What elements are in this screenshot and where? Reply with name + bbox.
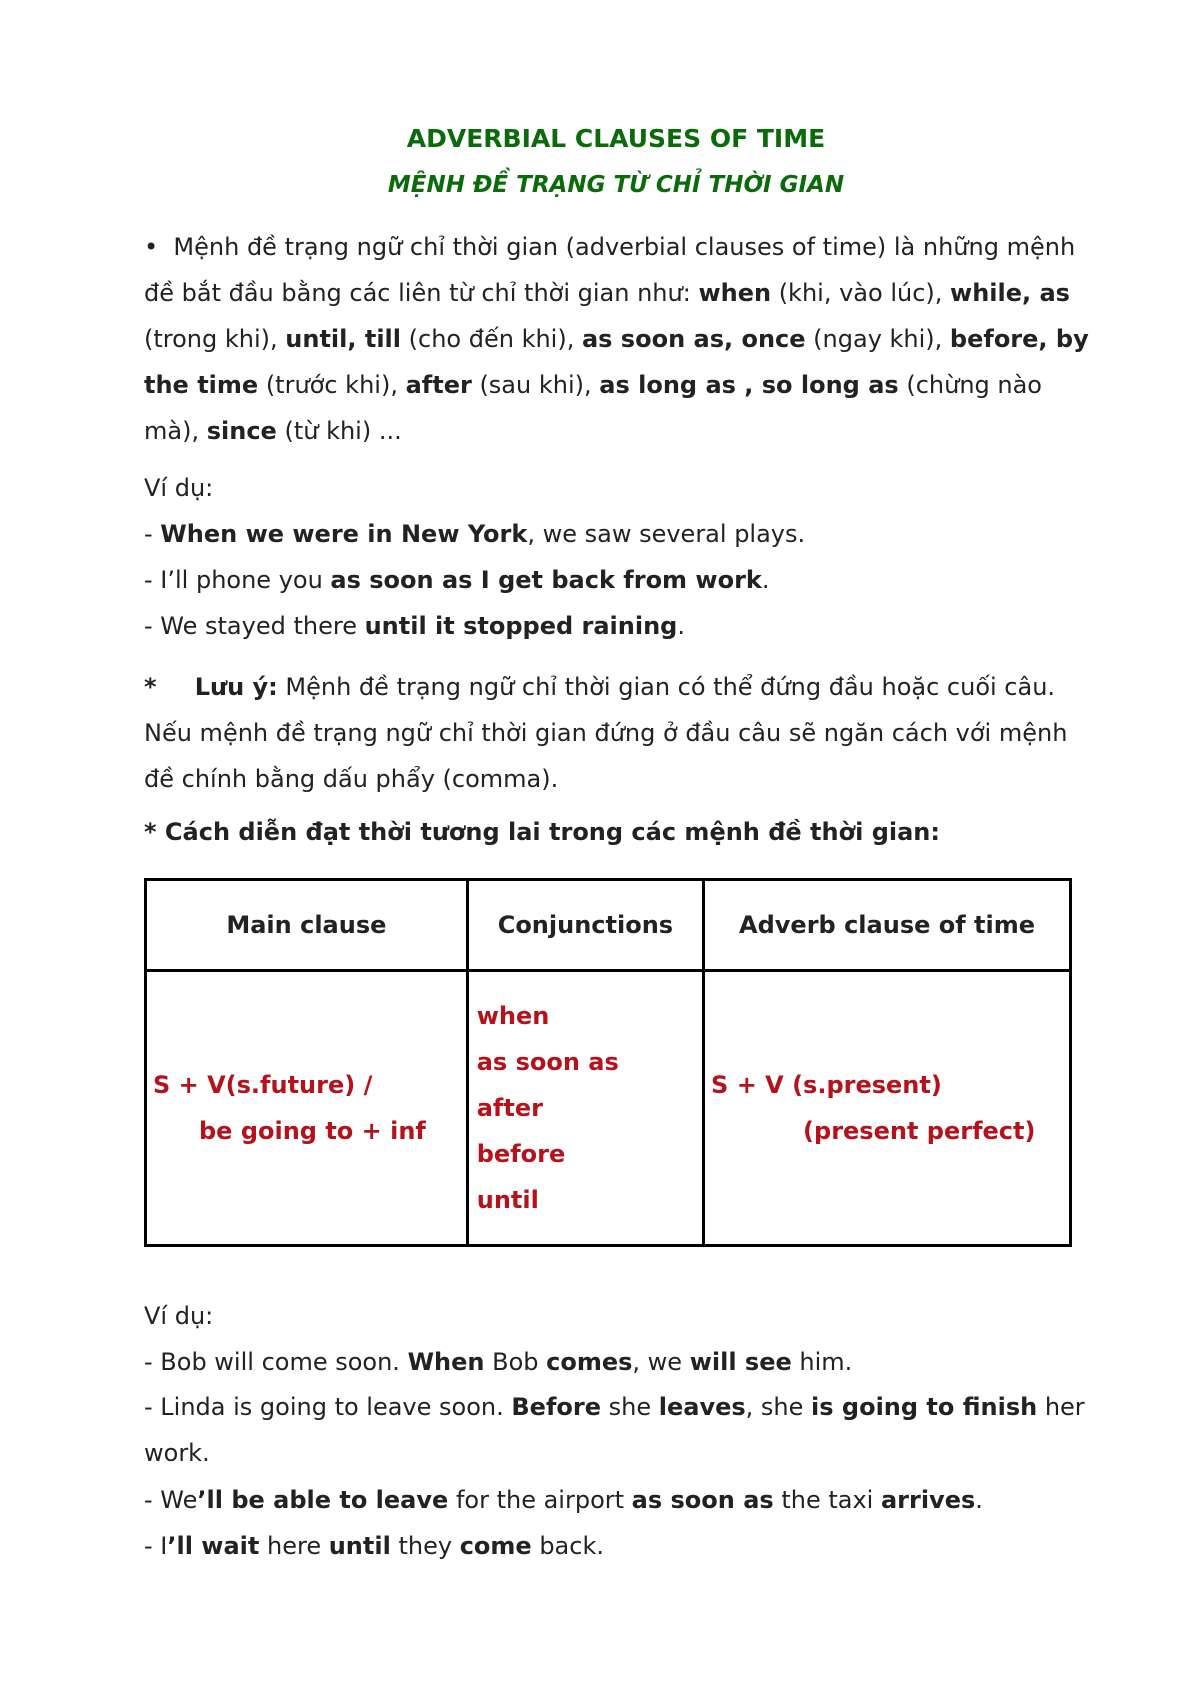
- list-item: before: [476, 1140, 566, 1168]
- keyword: until, till: [285, 325, 402, 353]
- table-header-row: [146, 880, 1071, 971]
- example-sentence: - I’ll wait here until they come back.: [144, 1532, 604, 1560]
- table-row: [146, 971, 1071, 1246]
- page-subtitle: MỆNH ĐỀ TRẠNG TỪ CHỈ THỜI GIAN: [387, 172, 845, 198]
- example-sentence: - Bob will come soon. When Bob comes, we will see him.: [144, 1348, 853, 1376]
- list-item: after: [476, 1094, 543, 1122]
- example-sentence: - When we were in New York, we saw several plays.: [144, 520, 806, 548]
- example-sentence: - We’ll be able to leave for the airport as soon as the taxi arrives.: [144, 1486, 983, 1514]
- tense-table: [144, 878, 1072, 1247]
- note-label: Lưu ý:: [194, 673, 278, 701]
- keyword: before, by the time: [144, 325, 1089, 399]
- example-label: Ví dụ:: [144, 474, 214, 502]
- conjunction-list: [475, 993, 696, 1223]
- list-item: as soon as: [476, 1048, 619, 1076]
- list-item: until: [476, 1186, 539, 1214]
- keyword: since: [206, 417, 277, 445]
- main-clause-cell: S + V(s.future) / be going to + inf: [146, 971, 468, 1246]
- table-header: Main clause: [146, 880, 468, 971]
- keyword: after: [405, 371, 472, 399]
- example-sentence: - Linda is going to leave soon. Before she leaves, she is going to finish her work.: [144, 1393, 1085, 1467]
- example-label: Ví dụ:: [144, 1302, 214, 1330]
- table-header: Conjunctions: [467, 880, 703, 971]
- adverb-clause-cell: S + V (s.present) (present perfect): [704, 971, 1071, 1246]
- note-paragraph: * Lưu ý: Mệnh đề trạng ngữ chỉ thời gian có thể đứng đầu hoặc cuối câu. Nếu mệnh đề trạng ngữ chỉ thời gian đứng ở đầu câu sẽ ngăn cách với mệnh đề chính bằng dấu phẩy (comma).: [144, 673, 1068, 793]
- intro-paragraph: • Mệnh đề trạng ngữ chỉ thời gian (adverbial clauses of time) là những mệnh đề bắt đầu bằng các liên từ chỉ thời gian như: when (khi, vào lúc), while, as (trong khi), until, till (cho đến khi), as soon as, once (ngay khi), before, by the time (trước khi), after (sau khi), as long as , so long as (chừng nào mà), since (từ khi) ...: [144, 233, 1089, 445]
- example-sentence: - I’ll phone you as soon as I get back from work.: [144, 566, 770, 594]
- page-title: ADVERBIAL CLAUSES OF TIME: [406, 124, 826, 153]
- keyword: as long as , so long as: [599, 371, 899, 399]
- bullet-glyph: •: [144, 233, 159, 261]
- keyword: while, as: [950, 279, 1070, 307]
- keyword: when: [698, 279, 772, 307]
- section-heading: * Cách diễn đạt thời tương lai trong các mệnh đề thời gian:: [144, 818, 940, 846]
- note-star: *: [144, 673, 157, 701]
- conjunctions-cell: [467, 971, 703, 1246]
- example-sentence: - We stayed there until it stopped raining.: [144, 612, 685, 640]
- keyword: as soon as, once: [581, 325, 806, 353]
- table-header: Adverb clause of time: [704, 880, 1071, 971]
- list-item: when: [476, 1002, 550, 1030]
